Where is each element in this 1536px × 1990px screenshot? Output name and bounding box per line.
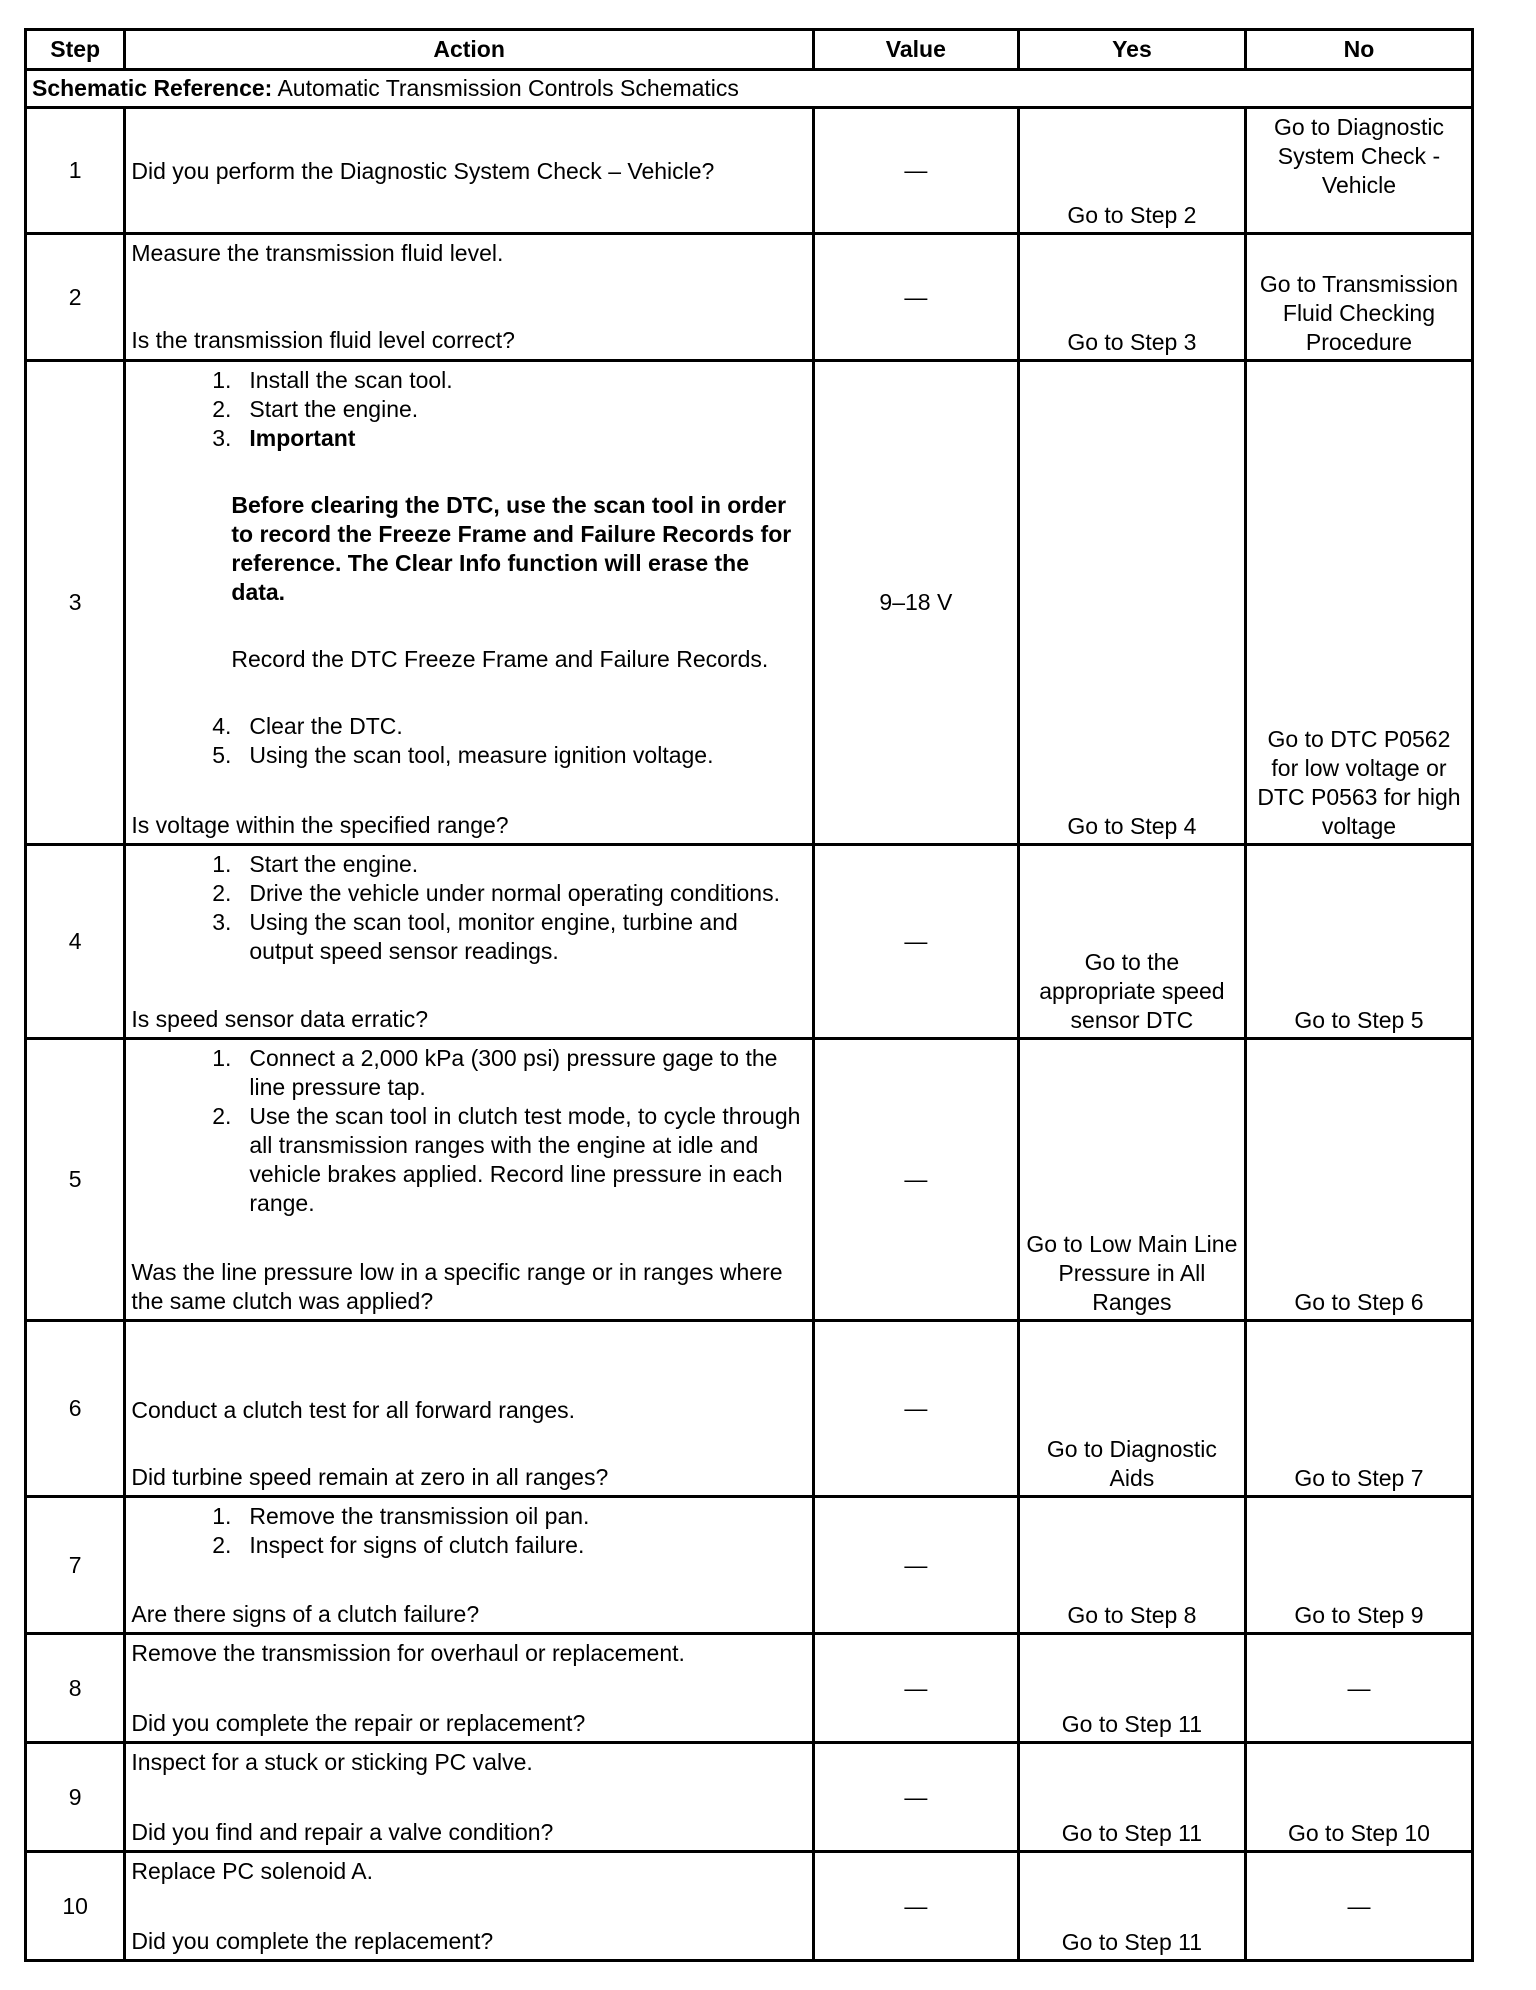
value-cell: —	[813, 1321, 1018, 1497]
no-cell: —	[1245, 1634, 1472, 1743]
yes-cell: Go to Diagnostic Aids	[1018, 1321, 1245, 1497]
record-note: Record the DTC Freeze Frame and Failure Records.	[231, 646, 769, 672]
yes-cell: Go to Step 11	[1018, 1634, 1245, 1743]
yes-cell: Go to Step 11	[1018, 1743, 1245, 1852]
value-cell: —	[813, 1634, 1018, 1743]
action-cell	[125, 234, 813, 361]
header-step: Step	[26, 30, 125, 70]
yes-cell: Go to Step 2	[1018, 108, 1245, 234]
action-question: Did you complete the repair or replacement?	[131, 1710, 586, 1736]
action-intro: Conduct a clutch test for all forward ranges.	[131, 1397, 575, 1423]
list-item: 1. Connect a 2,000 kPa (300 psi) pressure gage to the line pressure tap.	[212, 1045, 778, 1100]
schematic-label: Schematic Reference:	[32, 75, 273, 101]
action-cell	[125, 1039, 813, 1321]
step-row-3	[26, 361, 1473, 845]
no-cell: Go to Step 5	[1245, 845, 1472, 1039]
action-cell	[125, 108, 813, 234]
header-row	[26, 30, 1473, 70]
header-action: Action	[125, 30, 813, 70]
value-cell: 9–18 V	[813, 361, 1018, 845]
list-item: 3. Using the scan tool, monitor engine, turbine and output speed sensor readings.	[212, 909, 738, 964]
diagnostic-table	[24, 28, 1474, 1962]
list-item: 5. Using the scan tool, measure ignition voltage.	[212, 742, 714, 768]
step-number: 1	[26, 108, 125, 234]
header-value: Value	[813, 30, 1018, 70]
yes-cell: Go to Low Main Line Pressure in All Ranges	[1018, 1039, 1245, 1321]
step-number: 9	[26, 1743, 125, 1852]
action-cell	[125, 845, 813, 1039]
no-cell: Go to Step 6	[1245, 1039, 1472, 1321]
schematic-reference	[26, 70, 1473, 108]
list-item: 2. Inspect for signs of clutch failure.	[212, 1532, 585, 1558]
step-number: 6	[26, 1321, 125, 1497]
step-row-5	[26, 1039, 1473, 1321]
action-question: Did you perform the Diagnostic System Check – Vehicle?	[131, 158, 715, 184]
yes-cell: Go to the appropriate speed sensor DTC	[1018, 845, 1245, 1039]
header-no: No	[1245, 30, 1472, 70]
no-cell: Go to Step 10	[1245, 1743, 1472, 1852]
action-list	[131, 1502, 806, 1560]
value-cell: —	[813, 234, 1018, 361]
list-item: 3. Important	[212, 425, 356, 451]
action-cell	[125, 1321, 813, 1497]
no-cell: Go to Step 7	[1245, 1321, 1472, 1497]
value-cell: —	[813, 1497, 1018, 1634]
step-number: 2	[26, 234, 125, 361]
value-cell: —	[813, 1852, 1018, 1961]
no-cell: Go to DTC P0562 for low voltage or DTC P0563 for high voltage	[1245, 361, 1472, 845]
action-cell	[125, 1852, 813, 1961]
step-row-6	[26, 1321, 1473, 1497]
list-item: 2. Start the engine.	[212, 396, 419, 422]
action-list	[131, 1044, 806, 1218]
action-cell	[125, 1743, 813, 1852]
list-item: 2. Drive the vehicle under normal operating conditions.	[212, 880, 780, 906]
step-row-8	[26, 1634, 1473, 1743]
value-cell: —	[813, 845, 1018, 1039]
step-row-10	[26, 1852, 1473, 1961]
action-question: Is speed sensor data erratic?	[131, 1006, 428, 1032]
list-item: 2. Use the scan tool in clutch test mode, to cycle through all transmission ranges with the engine at idle and vehicle brakes applied. Record line pressure in each range.	[212, 1103, 801, 1216]
yes-cell: Go to Step 8	[1018, 1497, 1245, 1634]
list-item: 4. Clear the DTC.	[212, 713, 403, 739]
header-yes: Yes	[1018, 30, 1245, 70]
step-number: 5	[26, 1039, 125, 1321]
action-intro: Replace PC solenoid A.	[131, 1858, 374, 1884]
action-question: Was the line pressure low in a specific range or in ranges where the same clutch was applied?	[131, 1259, 783, 1314]
action-intro: Inspect for a stuck or sticking PC valve.	[131, 1749, 533, 1775]
step-number: 3	[26, 361, 125, 845]
step-row-7	[26, 1497, 1473, 1634]
action-question: Did turbine speed remain at zero in all ranges?	[131, 1464, 609, 1490]
important-note: Before clearing the DTC, use the scan tool in order to record the Freeze Frame and Failure Records for reference. The Clear Info function will erase the data.	[231, 492, 792, 605]
action-list	[131, 850, 806, 966]
action-cell	[125, 361, 813, 845]
action-cell	[125, 1497, 813, 1634]
action-intro: Remove the transmission for overhaul or replacement.	[131, 1640, 685, 1666]
list-item: 1. Install the scan tool.	[212, 367, 453, 393]
schematic-text: Automatic Transmission Controls Schematics	[272, 75, 739, 101]
no-cell: Go to Diagnostic System Check - Vehicle	[1245, 108, 1472, 234]
step-row-2	[26, 234, 1473, 361]
action-question: Did you find and repair a valve condition?	[131, 1819, 554, 1845]
step-row-4	[26, 845, 1473, 1039]
value-cell: —	[813, 108, 1018, 234]
action-cell	[125, 1634, 813, 1743]
value-cell: —	[813, 1039, 1018, 1321]
no-cell: Go to Transmission Fluid Checking Procedure	[1245, 234, 1472, 361]
action-list-continued	[131, 712, 806, 770]
action-question: Is the transmission fluid level correct?	[131, 327, 515, 353]
step-number: 4	[26, 845, 125, 1039]
action-question: Did you complete the replacement?	[131, 1928, 494, 1954]
yes-cell: Go to Step 3	[1018, 234, 1245, 361]
step-number: 10	[26, 1852, 125, 1961]
action-question: Are there signs of a clutch failure?	[131, 1601, 480, 1627]
value-cell: —	[813, 1743, 1018, 1852]
action-question: Is voltage within the specified range?	[131, 812, 509, 838]
schematic-row	[26, 70, 1473, 108]
step-row-1	[26, 108, 1473, 234]
yes-cell: Go to Step 11	[1018, 1852, 1245, 1961]
list-item: 1. Remove the transmission oil pan.	[212, 1503, 590, 1529]
step-number: 7	[26, 1497, 125, 1634]
step-number: 8	[26, 1634, 125, 1743]
step-row-9	[26, 1743, 1473, 1852]
no-cell: Go to Step 9	[1245, 1497, 1472, 1634]
action-list	[131, 366, 806, 453]
no-cell: —	[1245, 1852, 1472, 1961]
yes-cell: Go to Step 4	[1018, 361, 1245, 845]
action-intro: Measure the transmission fluid level.	[131, 240, 504, 266]
list-item: 1. Start the engine.	[212, 851, 419, 877]
